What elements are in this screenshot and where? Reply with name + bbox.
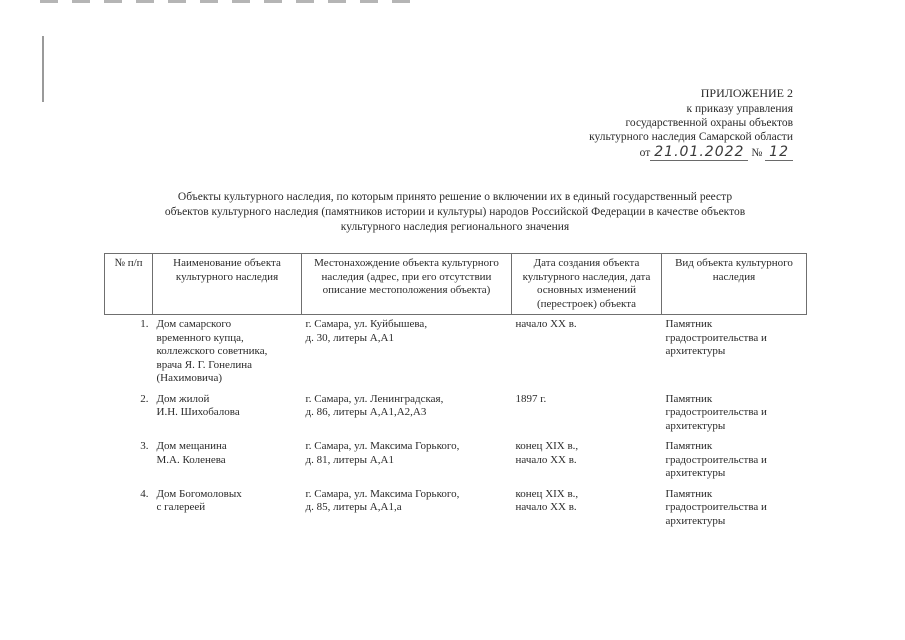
header-kind: Вид объекта культурного наследия <box>662 254 807 315</box>
row-name-line: (Нахимовича) <box>156 372 222 384</box>
row-name <box>153 390 302 438</box>
row-kind <box>662 437 807 485</box>
number-prefix: № <box>751 147 763 159</box>
table-row <box>105 390 807 438</box>
table-row <box>105 437 807 485</box>
row-name <box>153 315 302 390</box>
annex-date-row <box>503 145 793 160</box>
row-location-line: г. Самара, ул. Максима Горького, <box>305 440 460 452</box>
row-kind-line: градостроительства и <box>665 406 767 418</box>
row-location-line: г. Самара, ул. Куйбышева, <box>305 318 428 330</box>
row-date <box>512 315 662 390</box>
row-kind-line: архитектуры <box>665 419 726 432</box>
title-line: Объекты культурного наследия, по которым принято решение о включении их в единый государственный реестр <box>177 191 733 203</box>
row-name-line: врача Я. Г. Гонелина <box>156 358 253 371</box>
row-kind-line: Памятник <box>665 318 713 330</box>
row-kind <box>662 390 807 438</box>
row-date-line: 1897 г. <box>515 392 547 405</box>
row-kind-line: градостроительства и <box>665 453 767 466</box>
row-kind-line: архитектуры <box>665 345 726 357</box>
row-location <box>302 485 512 533</box>
row-kind-line: Памятник <box>665 440 713 452</box>
handwritten-date: 21.01.2022 <box>650 144 748 161</box>
row-kind-line: архитектуры <box>665 467 726 479</box>
row-number: 2. <box>140 392 149 405</box>
row-kind-line: градостроительства и <box>665 501 767 513</box>
row-number: 3. <box>140 440 149 452</box>
row-date-line: начало XX в. <box>515 501 577 513</box>
row-date-line: конец XIX в., <box>515 440 579 452</box>
row-location-line: д. 30, литеры А,А1 <box>305 331 394 344</box>
scan-artifact-left <box>42 36 44 102</box>
row-name <box>153 485 302 533</box>
document-title <box>105 190 805 235</box>
row-name-line: Дом самарского <box>156 318 232 330</box>
row-date-line: начало XX в. <box>515 453 577 466</box>
row-location <box>302 390 512 438</box>
header-name: Наименование объекта культурного наследия <box>153 254 302 315</box>
row-name-line: Дом жилой <box>156 392 210 405</box>
row-number: 4. <box>140 487 149 500</box>
row-date <box>512 485 662 533</box>
annex-header <box>503 86 793 160</box>
header-number: № п/п <box>105 254 153 315</box>
row-kind <box>662 485 807 533</box>
row-kind <box>662 315 807 390</box>
row-name-line: коллежского советника, <box>156 345 268 357</box>
row-name-line: Дом мещанина <box>156 440 227 452</box>
scan-artifact-top <box>40 0 420 3</box>
row-name-line: И.Н. Шихобалова <box>156 406 240 418</box>
row-kind-line: градостроительства и <box>665 331 767 344</box>
table-row <box>105 315 807 390</box>
row-location <box>302 437 512 485</box>
row-name-line: М.А. Коленева <box>156 453 226 466</box>
header-location: Местонахождение объекта культурного наследия (адрес, при его отсутствии описание местоположения объекта) <box>302 254 512 315</box>
date-prefix: от <box>639 147 651 159</box>
row-name <box>153 437 302 485</box>
annex-title: ПРИЛОЖЕНИЕ 2 <box>700 86 793 100</box>
row-kind-line: архитектуры <box>665 514 726 527</box>
row-name-line: Дом Богомоловых <box>156 487 242 500</box>
annex-line: культурного наследия Самарской области <box>589 131 793 143</box>
title-line: объектов культурного наследия (памятников истории и культуры) народов Российской Федерации в качестве объектов <box>164 206 746 218</box>
table-row <box>105 485 807 533</box>
row-location-line: д. 85, литеры А,А1,а <box>305 501 402 513</box>
row-kind-line: Памятник <box>665 487 713 500</box>
row-date-line: начало XX в. <box>515 318 577 330</box>
row-date <box>512 390 662 438</box>
row-name-line: с галереей <box>156 501 206 513</box>
heritage-table <box>104 253 807 532</box>
row-location <box>302 315 512 390</box>
row-kind-line: Памятник <box>665 392 713 405</box>
row-date-line: конец XIX в., <box>515 487 579 500</box>
row-date <box>512 437 662 485</box>
annex-line: к приказу управления <box>686 103 793 115</box>
table-header-row <box>105 254 807 315</box>
row-number: 1. <box>140 318 149 330</box>
row-location-line: д. 86, литеры А,А1,А2,А3 <box>305 406 427 418</box>
table-body <box>105 315 807 533</box>
handwritten-number: 12 <box>765 144 793 161</box>
header-date: Дата создания объекта культурного наследия, дата основных изменений (перестроек) объекта <box>512 254 662 315</box>
row-name-line: временного купца, <box>156 331 244 344</box>
title-line: культурного наследия регионального значения <box>340 221 570 233</box>
annex-line: государственной охраны объектов <box>625 117 793 129</box>
row-location-line: г. Самара, ул. Максима Горького, <box>305 487 460 500</box>
row-location-line: г. Самара, ул. Ленинградская, <box>305 392 444 405</box>
row-location-line: д. 81, литеры А,А1 <box>305 453 394 466</box>
